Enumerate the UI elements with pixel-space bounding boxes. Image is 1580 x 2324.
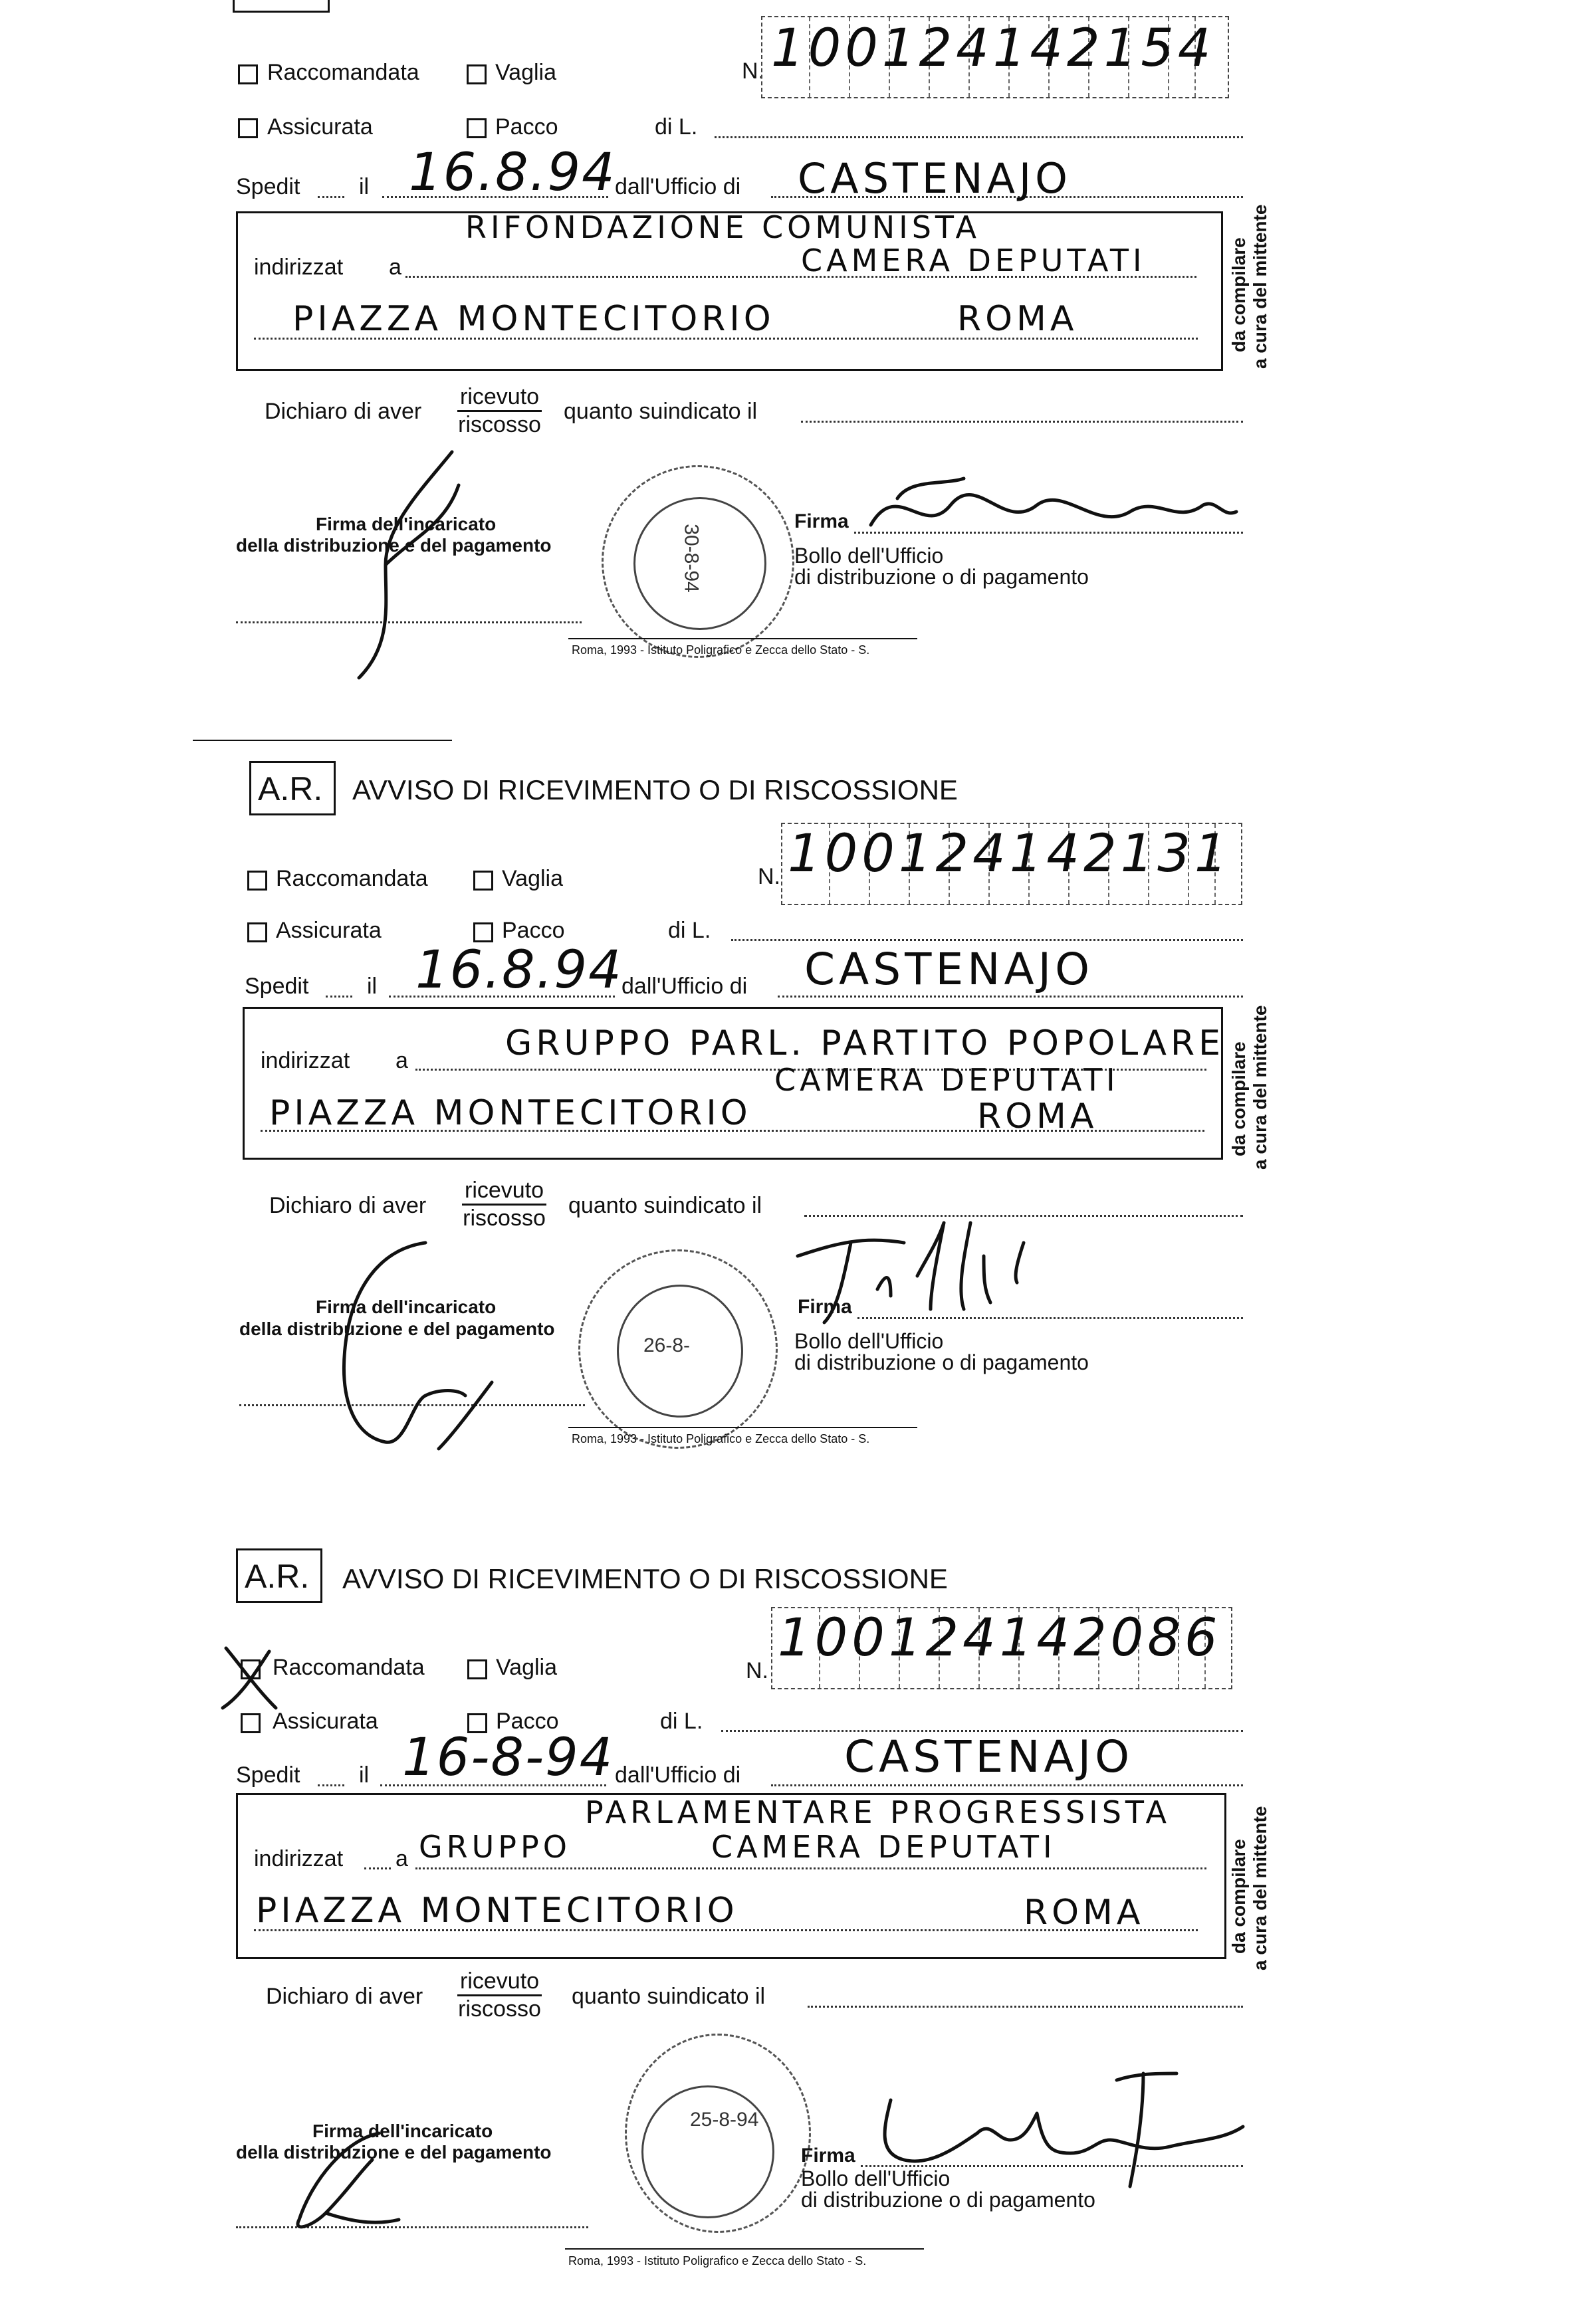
firma-label: Firma: [798, 1296, 852, 1318]
date-sent: 16.8.94: [409, 143, 616, 203]
il-label: il: [367, 974, 378, 999]
vaglia-label: Vaglia: [502, 866, 563, 891]
registered-number: 100124142086: [778, 1608, 1222, 1668]
pacco-checkbox[interactable]: [467, 118, 487, 138]
recipient-signature: [844, 465, 1243, 545]
firma-incaricato-line1: Firma dell'incaricato: [312, 2121, 493, 2141]
firma-incaricato-line2: della distribuzione e del pagamento: [236, 2142, 552, 2163]
post-office-stamp: 26-8-: [578, 1249, 778, 1449]
raccomandata-label: Raccomandata: [267, 60, 419, 85]
da-compilare-1: da compilare: [1228, 1041, 1249, 1156]
dichiaro-label: Dichiaro di aver: [266, 1984, 423, 2009]
vaglia-checkbox[interactable]: [473, 871, 493, 891]
pacco-label: Pacco: [502, 918, 565, 943]
date-sent: 16.8.94: [415, 940, 623, 1000]
office-label: dall'Ufficio di: [615, 174, 741, 199]
indirizzat-label: indirizzat: [261, 1048, 350, 1073]
il-label: il: [359, 174, 370, 199]
addressee-line-1: GRUPPO PARL. PARTITO POPOLARE: [505, 1023, 1224, 1063]
raccomandata-label: Raccomandata: [276, 866, 428, 891]
amount-label: di L.: [660, 1709, 703, 1734]
registered-number: 100124142154: [771, 19, 1215, 78]
office-name: CASTENAJO: [804, 944, 1094, 995]
bollo-line2: di distribuzione o di pagamento: [794, 565, 1089, 589]
bollo-line2: di distribuzione o di pagamento: [801, 2188, 1095, 2212]
footer-imprint: Roma, 1993 - Istituto Poligrafico e Zecca dello Stato - S.: [572, 643, 870, 657]
bollo-line1: Bollo dell'Ufficio: [801, 2166, 951, 2190]
vaglia-checkbox[interactable]: [467, 64, 487, 84]
da-compilare-2: a cura del mittente: [1250, 204, 1270, 369]
addressee-line-3-left: PIAZZA MONTECITORIO: [292, 299, 775, 339]
assicurata-label: Assicurata: [276, 918, 382, 943]
addressee-line-3-right: ROMA: [957, 299, 1078, 339]
date-sent: 16-8-94: [402, 1728, 614, 1788]
ricevuto-riscosso: ricevuto riscosso: [458, 384, 541, 437]
post-office-stamp: 30-8-94: [602, 465, 794, 658]
firma-label: Firma: [794, 510, 849, 532]
addressee-line-3-left: PIAZZA MONTECITORIO: [256, 1891, 738, 1931]
amount-label: di L.: [655, 114, 698, 140]
assicurata-checkbox[interactable]: [241, 1713, 261, 1733]
assicurata-label: Assicurata: [267, 114, 373, 140]
addressee-line-1b: GRUPPO: [419, 1829, 571, 1865]
carrier-signature: [346, 445, 479, 685]
addressee-line-2: CAMERA DEPUTATI: [711, 1829, 1056, 1865]
bollo-line1: Bollo dell'Ufficio: [794, 544, 944, 568]
da-compilare-2: a cura del mittente: [1250, 1005, 1270, 1170]
pacco-checkbox[interactable]: [473, 922, 493, 942]
quanto-label: quanto suindicato il: [568, 1193, 762, 1218]
vaglia-checkbox[interactable]: [467, 1659, 487, 1679]
addressee-line-2: CAMERA DEPUTATI: [801, 243, 1146, 278]
bollo-line2: di distribuzione o di pagamento: [794, 1350, 1089, 1374]
a-label: a: [389, 255, 401, 280]
indirizzat-label: indirizzat: [254, 255, 344, 280]
office-name: CASTENAJO: [844, 1731, 1134, 1782]
ar-badge: A.R.: [236, 1548, 322, 1603]
ar-badge: A.R.: [249, 761, 336, 815]
addressee-line-2: CAMERA DEPUTATI: [774, 1062, 1119, 1098]
quanto-label: quanto suindicato il: [572, 1984, 766, 2009]
carrier-signature: [286, 2120, 432, 2240]
ricevuto-riscosso: ricevuto riscosso: [463, 1178, 546, 1231]
vaglia-label: Vaglia: [495, 60, 556, 85]
form-title: AVVISO DI RICEVIMENTO O DI RISCOSSIONE: [342, 1563, 948, 1594]
carrier-signature: [326, 1236, 525, 1455]
addressee-line-3-left: PIAZZA MONTECITORIO: [269, 1093, 752, 1133]
number-prefix: N.: [746, 1658, 768, 1683]
firma-label: Firma: [801, 2145, 855, 2166]
raccomandata-label: Raccomandata: [273, 1655, 425, 1680]
pacco-label: Pacco: [496, 1709, 559, 1734]
ricevuto-riscosso: ricevuto riscosso: [458, 1968, 541, 2022]
form-title: AVVISO DI RICEVIMENTO O DI RISCOSSIONE: [352, 774, 958, 805]
vaglia-label: Vaglia: [496, 1655, 557, 1680]
post-office-stamp: 25-8-94: [625, 2034, 811, 2233]
firma-incaricato-line2: della distribuzione e del pagamento: [239, 1319, 555, 1339]
pacco-label: Pacco: [495, 114, 558, 140]
footer-imprint: Roma, 1993 - Istituto Poligrafico e Zecca dello Stato - S.: [572, 1432, 870, 1445]
dichiaro-label: Dichiaro di aver: [265, 399, 422, 424]
number-prefix: N.: [742, 58, 764, 84]
raccomandata-checkbox[interactable]: [238, 64, 258, 84]
amount-line: [715, 136, 1243, 138]
addressee-line-1: RIFONDAZIONE COMUNISTA: [465, 209, 980, 245]
corner-box: [233, 0, 330, 13]
spedit-label: Spedit: [236, 174, 300, 199]
assicurata-label: Assicurata: [273, 1709, 378, 1734]
da-compilare-1: da compilare: [1228, 1839, 1249, 1954]
spedit-label: Spedit: [245, 974, 309, 999]
office-label: dall'Ufficio di: [615, 1762, 741, 1788]
da-compilare-1: da compilare: [1228, 237, 1249, 352]
indirizzat-label: indirizzat: [254, 1846, 344, 1871]
quanto-label: quanto suindicato il: [564, 399, 758, 424]
a-label: a: [395, 1048, 408, 1073]
dichiaro-label: Dichiaro di aver: [269, 1193, 427, 1218]
footer-imprint: Roma, 1993 - Istituto Poligrafico e Zecca dello Stato - S.: [568, 2254, 867, 2268]
a-label: a: [395, 1846, 408, 1871]
firma-incaricato-line1: Firma dell'incaricato: [316, 1297, 497, 1317]
office-name: CASTENAJO: [798, 154, 1072, 203]
addressee-line-3-right: ROMA: [1024, 1893, 1145, 1933]
da-compilare-2: a cura del mittente: [1250, 1806, 1270, 1970]
registered-number: 100124142131: [788, 824, 1232, 884]
il-label: il: [359, 1762, 370, 1788]
amount-label: di L.: [668, 918, 711, 943]
addressee-line-1: PARLAMENTARE PROGRESSISTA: [585, 1794, 1171, 1830]
firma-incaricato-line1: Firma dell'incaricato: [316, 514, 497, 534]
raccomandata-checkbox[interactable]: [247, 871, 267, 891]
assicurata-checkbox[interactable]: [247, 922, 267, 942]
firma-incaricato-line2: della distribuzione e del pagamento: [236, 535, 552, 556]
bollo-line1: Bollo dell'Ufficio: [794, 1329, 944, 1353]
addressee-line-3-right: ROMA: [977, 1097, 1098, 1136]
office-label: dall'Ufficio di: [621, 974, 748, 999]
assicurata-checkbox[interactable]: [238, 118, 258, 138]
recipient-signature: [784, 1216, 1077, 1329]
number-prefix: N.: [758, 864, 780, 889]
spedit-label: Spedit: [236, 1762, 300, 1788]
